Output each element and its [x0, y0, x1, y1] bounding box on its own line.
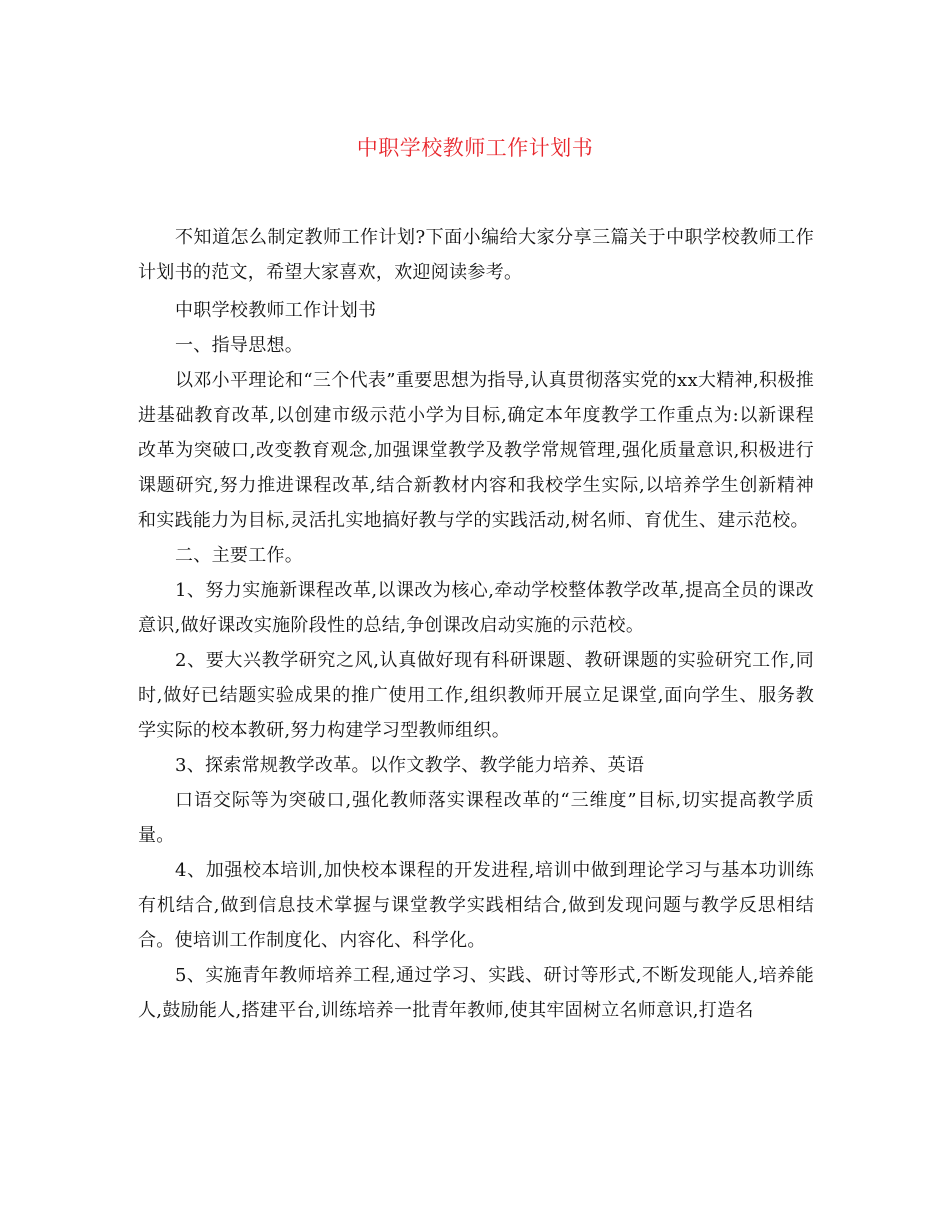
guiding-thought-paragraph: 以邓小平理论和“三个代表”重要思想为指导,认真贯彻落实党的xx大精神,积极推进基础教育改革,以创建市级示范小学为目标,确定本年度教学工作重点为:以新课程改革为突破口,改变教育观念,加强课堂教学及教学常规管理,强化质量意识,积极进行课题研究,努力推进课程改革,结合新教材内容和我校学生实际,以培养学生创新精神和实践能力为目标,灵活扎实地搞好教与学的实践活动,树名师、育优生、建示范校。	[138, 370, 814, 531]
document-body	[138, 220, 814, 1028]
work-item-3-continued: 口语交际等为突破口,强化教师落实课程改革的“三维度”目标,切实提高教学质量。	[138, 790, 814, 846]
work-item-5: 5、实施青年教师培养工程,通过学习、实践、研讨等形式,不断发现能人,培养能人,鼓励能人,搭建平台,训练培养一批青年教师,使其牢固树立名师意识,打造名	[138, 965, 814, 1021]
work-item-3: 3、探索常规教学改革。以作文教学、教学能力培养、英语	[175, 755, 645, 776]
work-item-2: 2、要大兴教学研究之风,认真做好现有科研课题、教研课题的实验研究工作,同时,做好已结题实验成果的推广使用工作,组织教师开展立足课堂,面向学生、服务教学实际的校本教研,努力构建学习型教师组织。	[138, 650, 814, 741]
intro-paragraph: 不知道怎么制定教师工作计划?下面小编给大家分享三篇关于中职学校教师工作计划书的范文，希望大家喜欢，欢迎阅读参考。	[138, 227, 814, 283]
section-heading-main-work: 二、主要工作。	[175, 545, 304, 566]
section-heading-guiding-thought: 一、指导思想。	[175, 335, 304, 356]
work-item-1: 1、努力实施新课程改革,以课改为核心,牵动学校整体教学改革,提高全员的课改意识,做好课改实施阶段性的总结,争创课改启动实施的示范校。	[138, 580, 814, 636]
document-title: 中职学校教师工作计划书	[356, 136, 594, 160]
section-heading-plan: 中职学校教师工作计划书	[175, 300, 377, 321]
work-item-4: 4、加强校本培训,加快校本课程的开发进程,培训中做到理论学习与基本功训练有机结合,做到信息技术掌握与课堂教学实践相结合,做到发现问题与教学反思相结合。使培训工作制度化、内容化、科学化。	[138, 860, 814, 951]
